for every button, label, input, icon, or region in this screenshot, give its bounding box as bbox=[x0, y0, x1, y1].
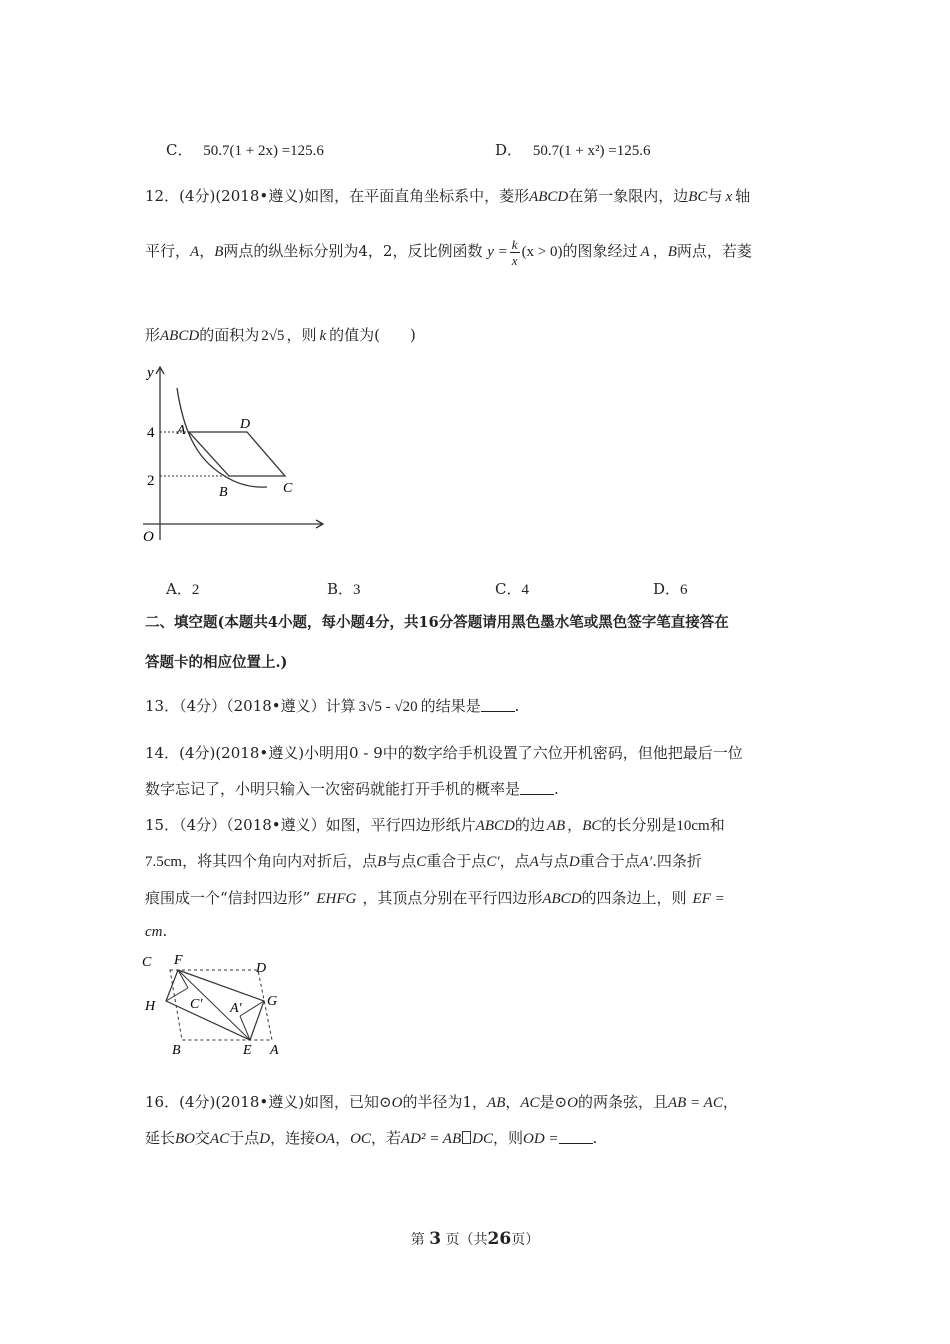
text: . bbox=[554, 780, 559, 798]
text: 重合于点 bbox=[579, 852, 640, 870]
math: AC bbox=[520, 1095, 540, 1111]
footer-text: 页（共 bbox=[445, 1232, 488, 1248]
text: 与 bbox=[707, 187, 723, 205]
option-label: D． bbox=[653, 580, 681, 598]
text: 痕围成一个“信封四边形” bbox=[145, 889, 311, 907]
option-label: C． bbox=[166, 141, 193, 159]
point-h-label: H bbox=[145, 999, 156, 1014]
text: 15．（4分）（2018•遵义）如图，平行四边形纸片 bbox=[145, 816, 476, 834]
text: ，将其四个角向内对折后，点 bbox=[182, 852, 378, 870]
math: C bbox=[416, 854, 427, 870]
math: AB = AC bbox=[667, 1095, 723, 1111]
math: x bbox=[725, 189, 733, 205]
y-axis-label: y bbox=[147, 365, 154, 381]
text: 平行， bbox=[145, 242, 191, 260]
rhombus-abcd bbox=[189, 432, 285, 476]
math: O bbox=[391, 1095, 403, 1111]
text: 的四条边上，则 bbox=[581, 889, 687, 907]
math: 10cm bbox=[676, 818, 710, 834]
math: B bbox=[214, 244, 224, 260]
math: AC bbox=[210, 1131, 230, 1147]
math: A bbox=[640, 244, 650, 260]
math: ABCD bbox=[542, 891, 582, 907]
fold-line bbox=[166, 988, 188, 1001]
text: . bbox=[514, 697, 520, 715]
math: DC bbox=[472, 1131, 493, 1147]
text: 于点 bbox=[229, 1129, 260, 1147]
text: 轴 bbox=[735, 187, 751, 205]
question-header: 13．（4分）（2018•遵义）计算 bbox=[145, 697, 356, 715]
text: ， bbox=[722, 1093, 738, 1111]
q16-line1 bbox=[145, 1091, 738, 1112]
math: A′ bbox=[639, 854, 653, 870]
point-e-label: E bbox=[243, 1043, 252, 1058]
point-a-label: A bbox=[177, 423, 186, 438]
placeholder-box-icon bbox=[462, 1131, 471, 1144]
answer-blank[interactable] bbox=[520, 780, 554, 795]
math: O bbox=[567, 1095, 578, 1111]
q11-option-c bbox=[166, 139, 324, 160]
point-d-label: D bbox=[256, 961, 267, 976]
point-b-label: B bbox=[219, 485, 228, 500]
text: ，其顶点分别在平行四边形 bbox=[362, 889, 543, 907]
math: D bbox=[568, 854, 580, 870]
q15-line2 bbox=[145, 850, 702, 871]
math: A bbox=[529, 854, 539, 870]
text: ， bbox=[505, 1093, 521, 1111]
math: ABCD bbox=[529, 189, 569, 205]
point-g-label: G bbox=[267, 994, 278, 1009]
q13 bbox=[145, 695, 519, 716]
math: cm bbox=[145, 924, 163, 940]
text: ，则 bbox=[492, 1129, 523, 1147]
tick-label-4: 4 bbox=[147, 425, 155, 441]
q12-graph bbox=[135, 358, 335, 548]
text: .四条折 bbox=[652, 852, 702, 870]
fraction-den: x bbox=[511, 252, 518, 268]
text: 的面积为 bbox=[199, 326, 260, 344]
point-c-label: C bbox=[142, 955, 152, 970]
text: 延长 bbox=[145, 1129, 176, 1147]
fraction bbox=[510, 237, 520, 268]
text: 和 bbox=[709, 816, 725, 834]
text: 数字忘记了，小明只输入一次密码就能打开手机的概率是 bbox=[145, 780, 521, 798]
option-value: 6 bbox=[680, 582, 688, 598]
math: AB bbox=[546, 818, 566, 834]
option-b bbox=[327, 578, 361, 599]
math: OC bbox=[350, 1131, 371, 1147]
q14-line1: 14．(4分)(2018•遵义)小明用0 - 9中的数字给手机设置了六位开机密码，但他把最后一位 bbox=[145, 744, 743, 762]
text: 的半径为1， bbox=[402, 1093, 488, 1111]
text: ， bbox=[199, 242, 215, 260]
math: OA bbox=[315, 1131, 336, 1147]
page-footer bbox=[0, 1229, 950, 1249]
answer-blank[interactable] bbox=[559, 1129, 593, 1144]
option-label: B． bbox=[327, 580, 354, 598]
point-cprime-label: C′ bbox=[190, 997, 203, 1012]
text: . bbox=[162, 922, 168, 940]
point-f-label: F bbox=[174, 953, 183, 968]
text: 是⊙ bbox=[539, 1093, 568, 1111]
q15-line1 bbox=[145, 814, 725, 835]
text: 形 bbox=[145, 326, 161, 344]
text: ， bbox=[567, 816, 583, 834]
point-d-label: D bbox=[240, 417, 251, 432]
text: 的图象经过 bbox=[562, 242, 638, 260]
answer-blank[interactable] bbox=[481, 697, 515, 712]
math: B bbox=[377, 854, 387, 870]
footer-text: 页） bbox=[511, 1232, 540, 1248]
option-formula: 50.7(1 + 2x) =125.6 bbox=[203, 143, 324, 159]
q12-line1 bbox=[145, 185, 750, 206]
text: 的两条弦，且 bbox=[577, 1093, 668, 1111]
q15-line4 bbox=[145, 922, 167, 941]
math: A bbox=[190, 244, 200, 260]
text: 的结果是 bbox=[420, 697, 481, 715]
math: D bbox=[259, 1131, 271, 1147]
q15-line3 bbox=[145, 887, 725, 908]
text: ，若 bbox=[370, 1129, 401, 1147]
option-formula: 50.7(1 + x²) =125.6 bbox=[532, 143, 651, 159]
math: BC bbox=[582, 818, 602, 834]
option-value: 3 bbox=[353, 582, 361, 598]
option-value: 2 bbox=[191, 582, 200, 598]
origin-label: O bbox=[143, 529, 154, 545]
point-aprime-label: A′ bbox=[230, 1001, 242, 1016]
fraction-num: k bbox=[511, 236, 518, 252]
option-a bbox=[166, 578, 199, 599]
text: 如图，在平面直角坐标系中，菱形 bbox=[304, 187, 530, 205]
math: 2√5 bbox=[261, 328, 285, 344]
text: ，则 bbox=[286, 326, 317, 344]
section-heading: 二、填空题(本题共4小题，每小题4分，共16分答题请用黑色墨水笔或黑色签字笔直接答在 bbox=[145, 614, 729, 631]
point-b-label: B bbox=[172, 1043, 181, 1058]
question-header: 16．(4分)(2018•遵义)如图，已知⊙ bbox=[145, 1093, 392, 1111]
math: ABCD bbox=[475, 818, 515, 834]
text: . bbox=[592, 1129, 598, 1147]
text: ，连接 bbox=[270, 1129, 316, 1147]
text: 在第一象限内，边 bbox=[568, 187, 689, 205]
math: BO bbox=[175, 1131, 196, 1147]
text: 的长分别是 bbox=[601, 816, 677, 834]
math: B bbox=[667, 244, 677, 260]
option-c bbox=[495, 578, 529, 599]
total-pages: 26 bbox=[487, 1229, 512, 1249]
page-number: 3 bbox=[429, 1229, 442, 1249]
option-label: C． bbox=[495, 580, 522, 598]
math: 7.5cm bbox=[145, 854, 183, 870]
fold-line bbox=[240, 1001, 264, 1016]
q12-line2 bbox=[145, 236, 752, 268]
text: 的值为( ) bbox=[329, 326, 416, 344]
math: AD² = AB bbox=[400, 1131, 462, 1147]
q15-figure bbox=[140, 950, 290, 1060]
q11-option-d bbox=[495, 139, 650, 160]
math: ABCD bbox=[160, 328, 200, 344]
text: 交 bbox=[195, 1129, 211, 1147]
math: EHFG bbox=[316, 891, 357, 907]
text: 的边 bbox=[514, 816, 545, 834]
hyperbola-curve bbox=[177, 388, 267, 487]
tick-label-2: 2 bbox=[147, 473, 155, 489]
point-a-label: A bbox=[270, 1043, 279, 1058]
q14-line2 bbox=[145, 778, 559, 799]
text: ，点 bbox=[499, 852, 530, 870]
text: ， bbox=[652, 242, 668, 260]
math: EF = bbox=[692, 891, 725, 907]
text: 重合于点 bbox=[426, 852, 487, 870]
math: k bbox=[319, 328, 327, 344]
option-label: A． bbox=[166, 580, 192, 598]
math: BC bbox=[688, 189, 708, 205]
text: ， bbox=[335, 1129, 351, 1147]
option-value: 4 bbox=[521, 582, 529, 598]
q12-line3 bbox=[145, 324, 416, 345]
text: 两点，若菱 bbox=[676, 242, 752, 260]
option-d bbox=[653, 578, 688, 599]
text: 两点的纵坐标分别为4，2，反比例函数 bbox=[223, 242, 483, 260]
option-label: D． bbox=[495, 141, 523, 159]
point-c-label: C bbox=[283, 481, 293, 496]
q16-line2 bbox=[145, 1127, 597, 1148]
text: 与点 bbox=[386, 852, 417, 870]
math: (x > 0) bbox=[521, 244, 563, 260]
math: y = bbox=[487, 244, 508, 260]
question-header: 12．(4分)(2018•遵义) bbox=[145, 187, 305, 205]
math: 3√5 - √20 bbox=[358, 699, 418, 715]
section-heading-cont: 答题卡的相应位置上.) bbox=[145, 654, 288, 671]
math: AB bbox=[487, 1095, 506, 1111]
q12-options bbox=[166, 578, 726, 598]
math: OD = bbox=[522, 1131, 559, 1147]
text: 与点 bbox=[538, 852, 569, 870]
math: C′ bbox=[486, 854, 500, 870]
footer-text: 第 bbox=[410, 1232, 425, 1248]
